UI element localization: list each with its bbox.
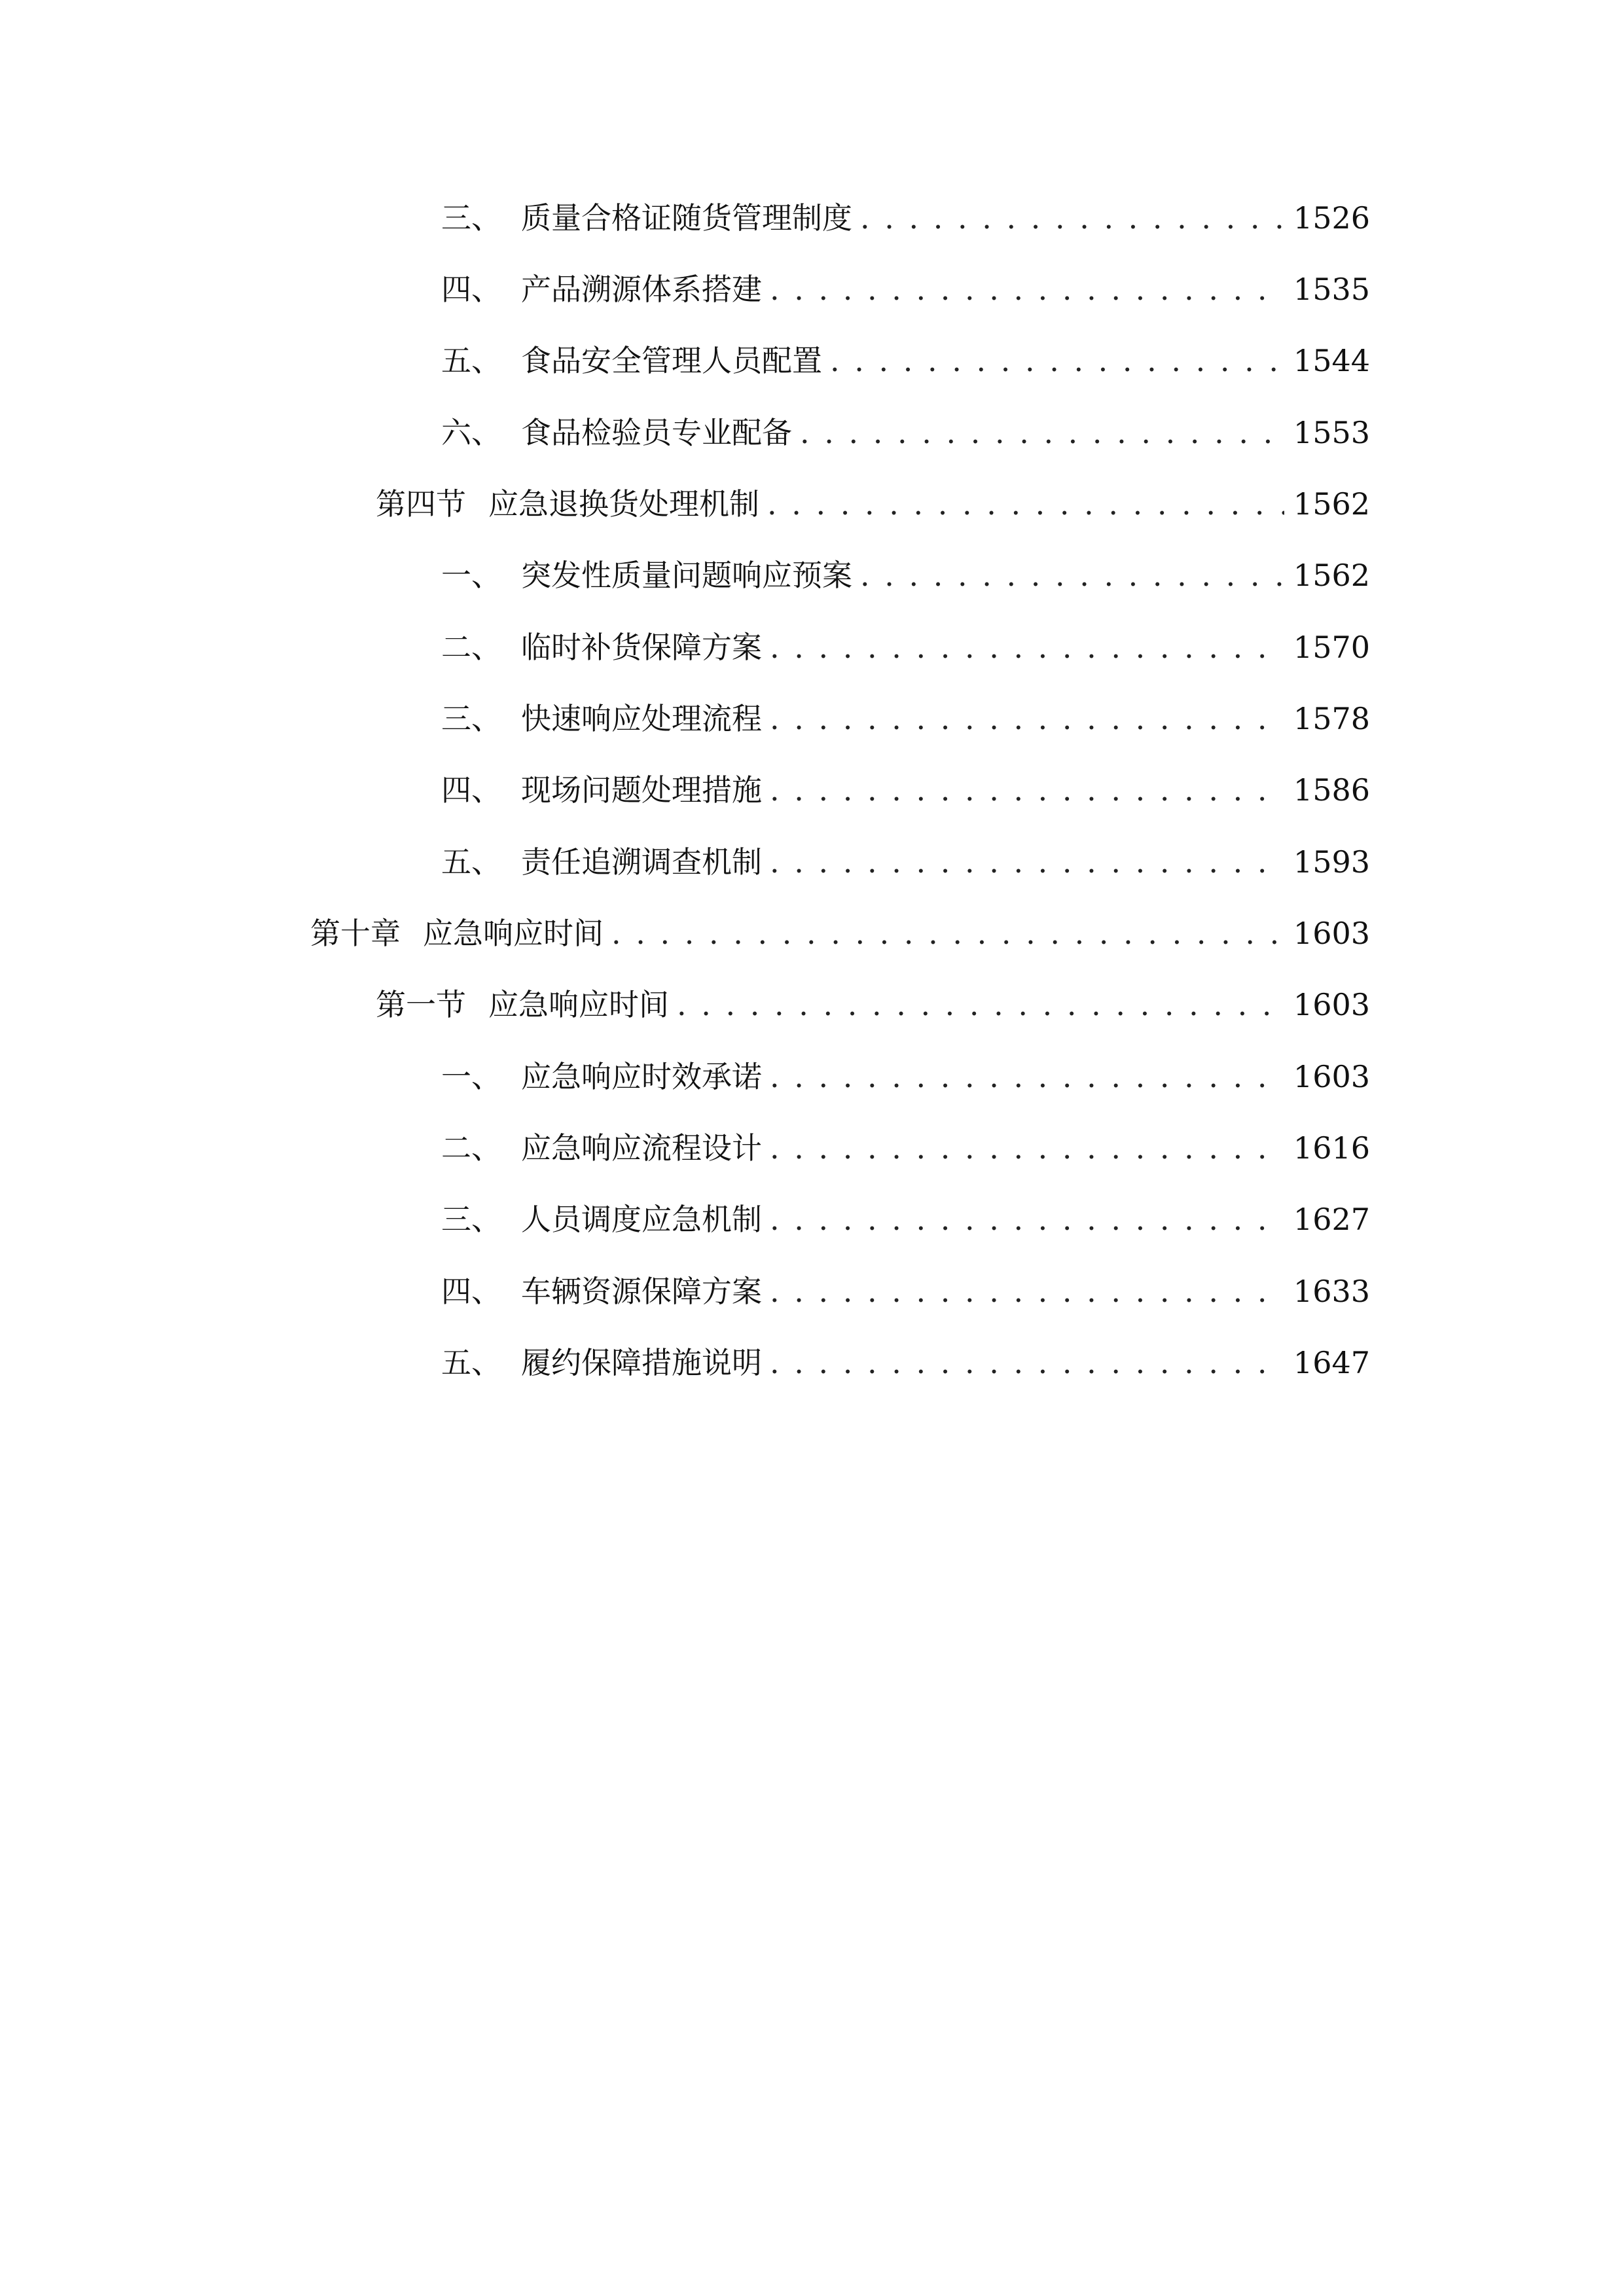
toc-entry-number: 一、 xyxy=(441,1059,501,1094)
toc-entry-page-number: 1553 xyxy=(1293,415,1370,450)
toc-dot-leader xyxy=(770,621,1284,673)
toc-dot-leader xyxy=(770,263,1284,315)
toc-entry-page-number: 1593 xyxy=(1293,844,1370,880)
toc-dot-leader xyxy=(860,192,1284,244)
toc-dot-leader xyxy=(767,478,1284,530)
toc-dot-leader xyxy=(770,836,1284,888)
toc-entry-title: 临时补货保障方案 xyxy=(521,630,762,665)
toc-entry-page-number: 1544 xyxy=(1293,343,1370,378)
toc-entry-title: 食品检验员专业配备 xyxy=(521,415,792,450)
toc-entry-title: 现场问题处理措施 xyxy=(521,772,762,808)
toc-entry-number: 三、 xyxy=(441,1202,501,1237)
toc-entry[interactable] xyxy=(441,1336,1370,1389)
toc-entry-page-number: 1627 xyxy=(1293,1202,1370,1237)
toc-entry-page-number: 1647 xyxy=(1293,1345,1370,1380)
toc-dot-leader xyxy=(800,406,1284,459)
toc-entry-title: 应急响应时间 xyxy=(488,987,669,1022)
toc-entry[interactable] xyxy=(441,1122,1370,1174)
toc-entry-page-number: 1616 xyxy=(1293,1130,1370,1166)
toc-dot-leader xyxy=(830,334,1284,387)
toc-entry-number: 五、 xyxy=(441,1345,501,1380)
toc-dot-leader xyxy=(770,764,1284,816)
toc-entry[interactable] xyxy=(441,836,1370,888)
toc-entry[interactable] xyxy=(441,549,1370,601)
toc-entry[interactable] xyxy=(441,764,1370,816)
toc-entry-page-number: 1603 xyxy=(1293,987,1370,1022)
toc-entry-title: 履约保障措施说明 xyxy=(521,1345,762,1380)
toc-entry-number: 第一节 xyxy=(376,987,466,1022)
toc-entry-page-number: 1586 xyxy=(1293,772,1370,808)
toc-dot-leader xyxy=(611,907,1284,960)
toc-dot-leader xyxy=(860,549,1284,601)
toc-entry-number: 第四节 xyxy=(376,486,466,522)
toc-entry[interactable] xyxy=(441,263,1370,315)
toc-section-entry[interactable] xyxy=(376,978,1370,1031)
toc-entry-title: 产品溯源体系搭建 xyxy=(521,272,762,307)
toc-entry-number: 一、 xyxy=(441,558,501,593)
toc-entry-title: 食品安全管理人员配置 xyxy=(521,343,822,378)
toc-entry-title: 应急退换货处理机制 xyxy=(488,486,759,522)
toc-entry-title: 质量合格证随货管理制度 xyxy=(521,200,852,236)
toc-dot-leader xyxy=(770,1122,1284,1174)
toc-entry-page-number: 1535 xyxy=(1293,272,1370,307)
toc-entry-page-number: 1578 xyxy=(1293,701,1370,736)
toc-dot-leader xyxy=(770,1265,1284,1318)
toc-entry-title: 突发性质量问题响应预案 xyxy=(521,558,852,593)
toc-dot-leader xyxy=(770,1050,1284,1103)
toc-entry-page-number: 1562 xyxy=(1293,486,1370,522)
toc-dot-leader xyxy=(770,1193,1284,1246)
toc-entry-number: 第十章 xyxy=(310,916,401,951)
toc-entry-number: 三、 xyxy=(441,200,501,236)
toc-entry-title: 责任追溯调查机制 xyxy=(521,844,762,880)
toc-entry-title: 人员调度应急机制 xyxy=(521,1202,762,1237)
toc-entry-title: 应急响应时效承诺 xyxy=(521,1059,762,1094)
toc-entry-number: 二、 xyxy=(441,1130,501,1166)
toc-entry-page-number: 1633 xyxy=(1293,1274,1370,1309)
toc-entry[interactable] xyxy=(441,334,1370,387)
toc-entry-page-number: 1526 xyxy=(1293,200,1370,236)
toc-entry-number: 四、 xyxy=(441,1274,501,1309)
toc-entry[interactable] xyxy=(441,192,1370,244)
toc-entry-title: 车辆资源保障方案 xyxy=(521,1274,762,1309)
toc-entry[interactable] xyxy=(441,406,1370,459)
toc-entry[interactable] xyxy=(441,621,1370,673)
toc-entry-number: 五、 xyxy=(441,343,501,378)
toc-entry[interactable] xyxy=(441,692,1370,745)
toc-entry[interactable] xyxy=(441,1193,1370,1246)
toc-entry-page-number: 1603 xyxy=(1293,1059,1370,1094)
toc-entry-number: 四、 xyxy=(441,272,501,307)
toc-entry-title: 应急响应时间 xyxy=(423,916,604,951)
toc-entry-number: 二、 xyxy=(441,630,501,665)
toc-entry-number: 六、 xyxy=(441,415,501,450)
toc-entry-page-number: 1603 xyxy=(1293,916,1370,951)
toc-dot-leader xyxy=(770,692,1284,745)
toc-dot-leader xyxy=(677,978,1284,1031)
toc-entry-number: 三、 xyxy=(441,701,501,736)
toc-dot-leader xyxy=(770,1336,1284,1389)
toc-entry[interactable] xyxy=(441,1050,1370,1103)
toc-entry-title: 应急响应流程设计 xyxy=(521,1130,762,1166)
toc-entry-page-number: 1570 xyxy=(1293,630,1370,665)
toc-entry[interactable] xyxy=(441,1265,1370,1318)
toc-entry-number: 四、 xyxy=(441,772,501,808)
toc-chapter-entry[interactable] xyxy=(310,907,1370,960)
toc-entry-page-number: 1562 xyxy=(1293,558,1370,593)
toc-section-entry[interactable] xyxy=(376,478,1370,530)
toc-entry-title: 快速响应处理流程 xyxy=(521,701,762,736)
toc-entry-number: 五、 xyxy=(441,844,501,880)
